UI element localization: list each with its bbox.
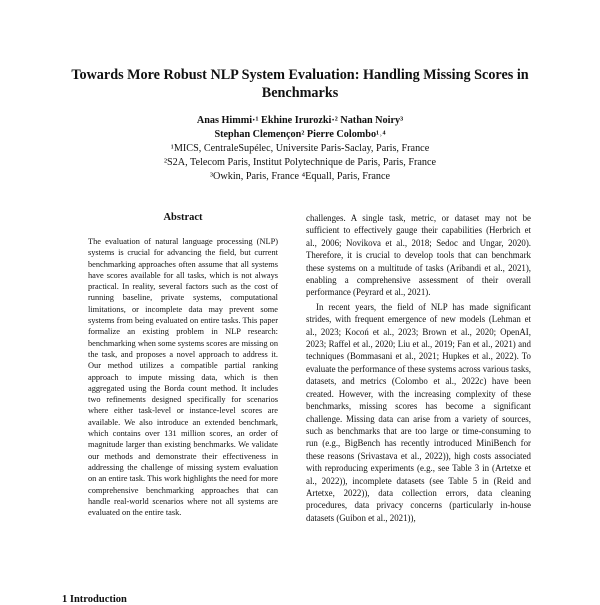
author-block	[70, 114, 530, 184]
affiliation-3: ³Owkin, Paris, France ⁴Equall, Paris, France	[209, 171, 391, 182]
author-line-2: Stephan Clemençon² Pierre Colombo¹˒⁴	[214, 129, 386, 140]
right-paragraph-1: challenges. A single task, metric, or dataset may not be sufficient to effectively gauge their capabilities (Herbrich et al., 2006; Novikova et al., 2018; Sedoc and Ungar, 2020). Therefore, it is crucial to develop tools that can benchmark these systems on a multitude of tasks (Aribandi et al., 2021), enabling a comprehensive assessment of their overall performance (Peyrard et al., 2021).	[306, 213, 531, 298]
affiliation-1: ¹MICS, CentraleSupélec, Universite Paris-Saclay, Paris, France	[170, 143, 430, 154]
author-line-1: Anas Himmi·¹ Ekhine Irurozki·² Nathan Noiry³	[196, 115, 404, 126]
section-heading-introduction: 1 Introduction	[62, 594, 127, 605]
right-paragraph-2: In recent years, the field of NLP has made significant strides, with frequent emergence of new models (Lehman et al., 2023; Kocoń et al., 2023; Brown et al., 2020; OpenAI, 2023; Raffel et al., 2020; Liu et al., 2019; Fan et al., 2021) and techniques (Bommasani et al., 2021; Hupkes et al., 2022). To evaluate the performance of these systems across various tasks, datasets, and metrics (Colombo et al., 2022c) have been created. However, with the increasing complexity of these benchmarks, missing scores has become a significant challenge. Missing data can arise from a variety of sources, such as benchmarks that are too large or time-consuming to run (e.g., BigBench has recently introduced MiniBench for these reasons (Srivastava et al., 2022)), high costs associated with reproducing experiments (e.g., see Table 3 in (Artetxe et al., 2022)), incomplete datasets (see Table 5 in (Reid and Artetxe, 2022)), data collection errors, data cleaning procedures, data privacy concerns (particularly in-house datasets (Guibon et al., 2021)),	[306, 301, 532, 523]
abstract-heading: Abstract	[163, 212, 203, 223]
paper-title: Towards More Robust NLP System Evaluation: Handling Missing Scores in Benchmarks	[71, 67, 529, 101]
abstract-text: The evaluation of natural language processing (NLP) systems is crucial for advancing the field, but current benchmarking approaches often assume that all systems have scores available for all tasks, which is not always practical. In reality, several factors such as the cost of running baseline, private systems, computational limitations, or incomplete data may prevent some systems from being evaluated on entire tasks. This paper formalize an existing problem in NLP research: benchmarking when some systems scores are missing on the task, and proposes a novel approach to address it. Our method utilizes a compatible partial ranking approach to impute missing data, which is then aggregated using the Borda count method. It includes two refinements designed specifically for scenarios where either task-level or instance-level scores are available. We also introduce an extended benchmark, which contains over 131 million scores, an order of magnitude larger than existing benchmarks. We validate our methods and demonstrate their effectiveness in addressing the challenge of missing system evaluation on an entire task. This work highlights the need for more comprehensive benchmarking approaches that can handle real-world scenarios where not all systems are evaluated on the entire task.	[88, 237, 278, 518]
affiliation-2: ²S2A, Telecom Paris, Institut Polytechnique de Paris, Paris, France	[163, 157, 437, 168]
right-column	[306, 212, 531, 524]
